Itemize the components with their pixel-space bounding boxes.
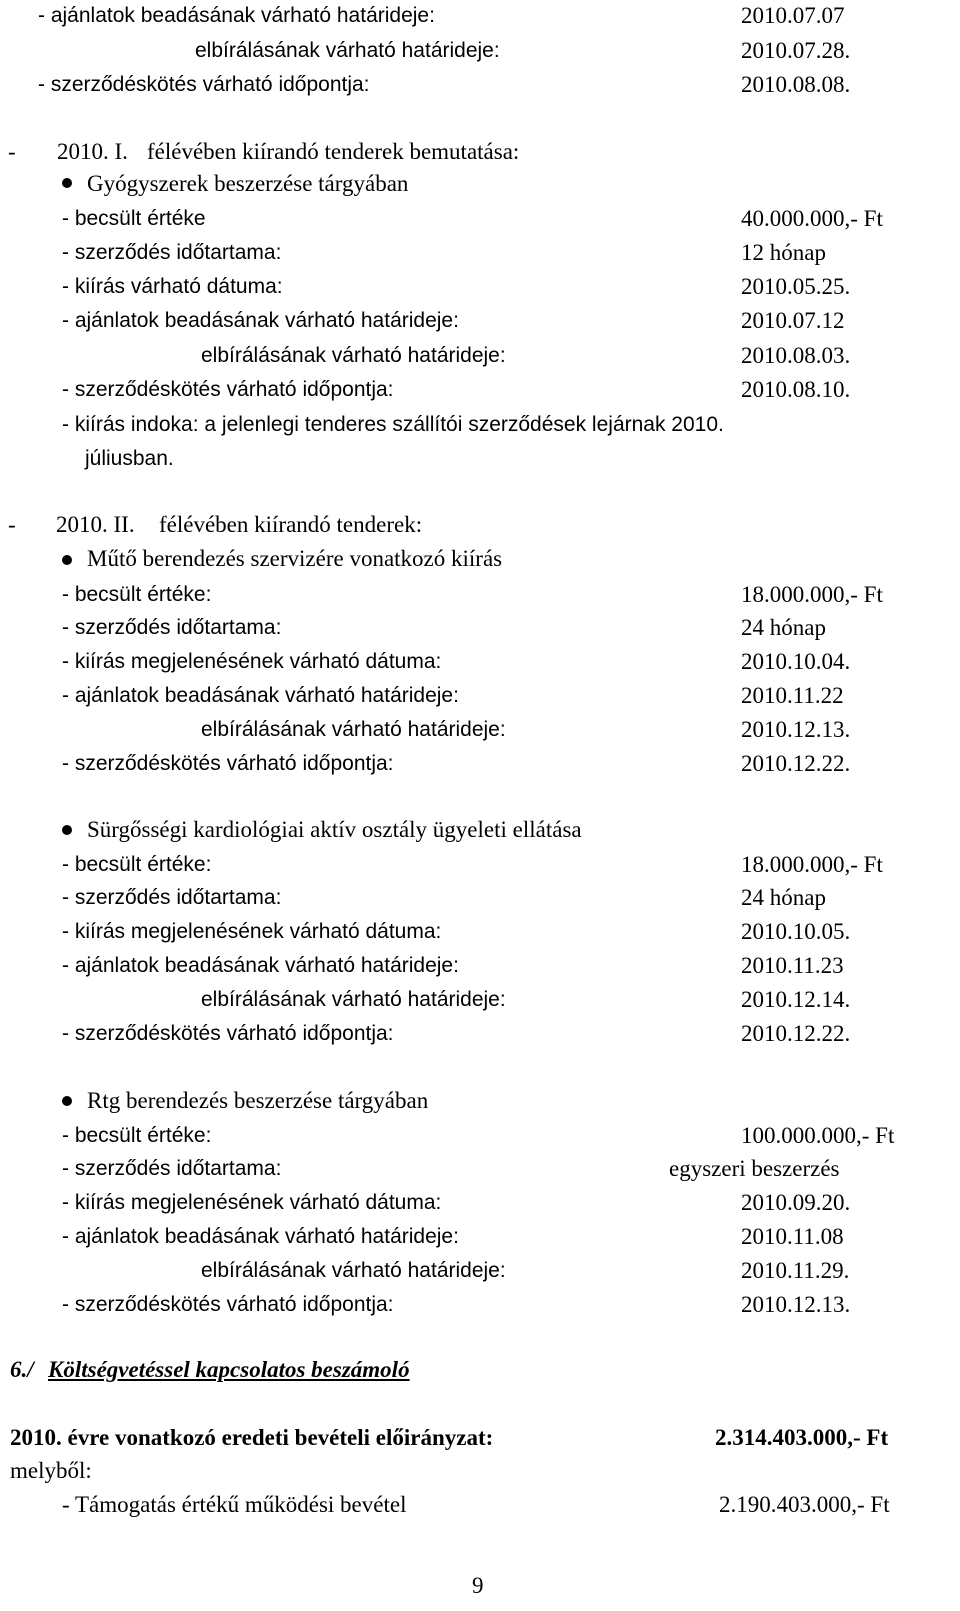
- half1-tender-title: Gyógyszerek beszerzése tárgyában: [87, 171, 409, 196]
- bullet-icon: [62, 178, 72, 188]
- half2-t3-row-estimated-value: 100.000.000,- Ft: [741, 1123, 895, 1148]
- half2-t3-row-duration-value: egyszeri beszerzés: [669, 1156, 840, 1181]
- half1-row-evaluation-label: elbírálásának várható határideje:: [201, 344, 506, 367]
- half2-t3-row-publish-label: - kiírás megjelenésének várható dátuma:: [62, 1191, 442, 1214]
- section6-title: Költségvetéssel kapcsolatos beszámoló: [48, 1357, 410, 1382]
- half1-reason-line1: - kiírás indoka: a jelenlegi tenderes szállítói szerződések lejárnak 2010.: [62, 413, 724, 436]
- page-number: 9: [472, 1573, 484, 1598]
- half1-row-duration-label: - szerződés időtartama:: [62, 241, 282, 264]
- top-row-contract-label: - szerződéskötés várható időpontja:: [38, 73, 370, 96]
- half2-t2-row-estimated-label: - becsült értéke:: [62, 853, 212, 876]
- half2-t3-title: Rtg berendezés beszerzése tárgyában: [87, 1088, 429, 1113]
- half1-row-publish-value: 2010.05.25.: [741, 274, 851, 299]
- half1-row-bid-deadline-value: 2010.07.12: [741, 308, 845, 333]
- half2-t2-row-evaluation-label: elbírálásának várható határideje:: [201, 988, 506, 1011]
- half1-row-contract-label: - szerződéskötés várható időpontja:: [62, 378, 394, 401]
- half2-t1-row-bid-deadline-value: 2010.11.22: [741, 683, 844, 708]
- budget-label: 2010. évre vonatkozó eredeti bevételi előirányzat:: [10, 1425, 494, 1450]
- bullet-icon: [62, 1096, 72, 1106]
- top-row-evaluation-value: 2010.07.28.: [741, 38, 851, 63]
- half2-t1-row-duration-value: 24 hónap: [741, 615, 826, 640]
- half2-t2-row-duration-label: - szerződés időtartama:: [62, 886, 282, 909]
- half2-t3-row-estimated-label: - becsült értéke:: [62, 1124, 212, 1147]
- top-row-contract-value: 2010.08.08.: [741, 72, 851, 97]
- half2-t1-row-evaluation-label: elbírálásának várható határideje:: [201, 718, 506, 741]
- half2-t2-row-publish-value: 2010.10.05.: [741, 919, 851, 944]
- budget-item-label: - Támogatás értékű működési bevétel: [62, 1492, 407, 1517]
- half2-t1-row-estimated-value: 18.000.000,- Ft: [741, 582, 883, 607]
- half2-t2-row-bid-deadline-value: 2010.11.23: [741, 953, 844, 978]
- half1-reason-line2: júliusban.: [85, 447, 174, 470]
- half2-t2-row-estimated-value: 18.000.000,- Ft: [741, 852, 883, 877]
- half1-row-bid-deadline-label: - ajánlatok beadásának várható határideje:: [62, 309, 459, 332]
- half2-heading-dash: -: [8, 512, 16, 537]
- half2-heading-number: 2010. II.: [56, 512, 135, 537]
- half1-row-contract-value: 2010.08.10.: [741, 377, 851, 402]
- top-row-bid-deadline-label: - ajánlatok beadásának várható határideje:: [38, 4, 435, 27]
- half2-t3-row-evaluation-value: 2010.11.29.: [741, 1258, 850, 1283]
- half1-heading-dash: -: [8, 139, 16, 164]
- half2-t1-row-contract-label: - szerződéskötés várható időpontja:: [62, 752, 394, 775]
- half2-t1-title: Műtő berendezés szervizére vonatkozó kiírás: [87, 546, 503, 571]
- half2-t3-row-evaluation-label: elbírálásának várható határideje:: [201, 1259, 506, 1282]
- of-which-label: melyből:: [10, 1458, 92, 1483]
- half2-t3-row-contract-label: - szerződéskötés várható időpontja:: [62, 1293, 394, 1316]
- half2-t2-row-bid-deadline-label: - ajánlatok beadásának várható határideje:: [62, 954, 459, 977]
- half1-row-estimated-label: - becsült értéke: [62, 207, 206, 230]
- half1-row-estimated-value: 40.000.000,- Ft: [741, 206, 883, 231]
- half2-t3-row-bid-deadline-label: - ajánlatok beadásának várható határideje:: [62, 1225, 459, 1248]
- half1-row-duration-value: 12 hónap: [741, 240, 826, 265]
- half2-t3-row-bid-deadline-value: 2010.11.08: [741, 1224, 844, 1249]
- top-row-bid-deadline-value: 2010.07.07: [741, 3, 845, 28]
- half2-t1-row-duration-label: - szerződés időtartama:: [62, 616, 282, 639]
- half1-heading-number: 2010. I.: [57, 139, 128, 164]
- half2-t3-row-duration-label: - szerződés időtartama:: [62, 1157, 282, 1180]
- half2-t3-row-publish-value: 2010.09.20.: [741, 1190, 851, 1215]
- half2-t2-title: Sürgősségi kardiológiai aktív osztály ügyeleti ellátása: [87, 817, 582, 842]
- half2-t1-row-estimated-label: - becsült értéke:: [62, 583, 212, 606]
- bullet-icon: [62, 555, 72, 565]
- half1-row-evaluation-value: 2010.08.03.: [741, 343, 851, 368]
- half2-t2-row-publish-label: - kiírás megjelenésének várható dátuma:: [62, 920, 442, 943]
- half2-t2-row-contract-value: 2010.12.22.: [741, 1021, 851, 1046]
- top-row-evaluation-label: elbírálásának várható határideje:: [195, 39, 500, 62]
- half2-t1-row-contract-value: 2010.12.22.: [741, 751, 851, 776]
- half2-t2-row-contract-label: - szerződéskötés várható időpontja:: [62, 1022, 394, 1045]
- bullet-icon: [62, 825, 72, 835]
- half1-heading-text: félévében kiírandó tenderek bemutatása:: [147, 139, 520, 164]
- half2-t1-row-evaluation-value: 2010.12.13.: [741, 717, 851, 742]
- half2-heading-text: félévében kiírandó tenderek:: [159, 512, 423, 537]
- half1-row-publish-label: - kiírás várható dátuma:: [62, 275, 283, 298]
- half2-t1-row-publish-label: - kiírás megjelenésének várható dátuma:: [62, 650, 442, 673]
- budget-item-value: 2.190.403.000,- Ft: [719, 1492, 890, 1517]
- half2-t3-row-contract-value: 2010.12.13.: [741, 1292, 851, 1317]
- budget-value: 2.314.403.000,- Ft: [715, 1425, 889, 1450]
- half2-t2-row-duration-value: 24 hónap: [741, 885, 826, 910]
- half2-t2-row-evaluation-value: 2010.12.14.: [741, 987, 851, 1012]
- half2-t1-row-publish-value: 2010.10.04.: [741, 649, 851, 674]
- half2-t1-row-bid-deadline-label: - ajánlatok beadásának várható határideje:: [62, 684, 459, 707]
- section6-number: 6./: [10, 1357, 34, 1382]
